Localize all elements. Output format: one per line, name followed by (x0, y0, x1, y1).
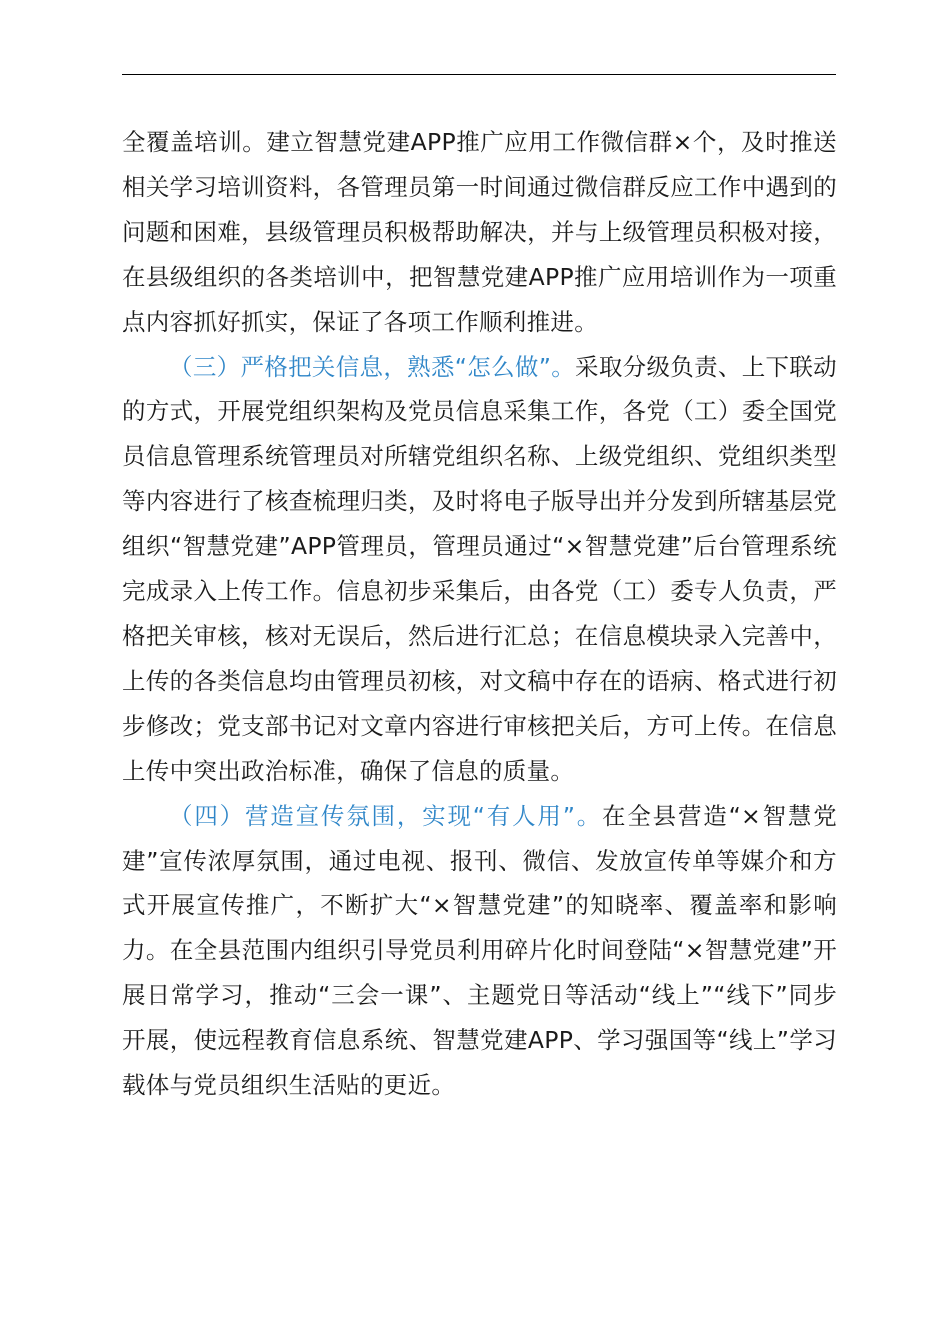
paragraph-publicity (122, 794, 837, 1108)
paragraph-publicity-text: 在全县营造“×智慧党建”宣传浓厚氛围，通过电视、报刊、微信、发放宣传单等媒介和方式开展宣传推广，不断扩大“×智慧党建”的知晓率、覆盖率和影响力。在全县范围内组织引导党员利用碎片化时间登陆“×智慧党建”开展日常学习，推动“三会一课”、主题党日等活动“线上”“线下”同步开展，使远程教育信息系统、智慧党建APP、学习强国等“线上”学习载体与党员组织生活贴的更近。 (122, 801, 837, 1100)
paragraph-info-check (122, 345, 837, 794)
header-rule (122, 74, 836, 75)
paragraph-training (122, 120, 837, 345)
paragraph-info-check-text: 采取分级负责、上下联动的方式，开展党组织架构及党员信息采集工作，各党（工）委全国党员信息管理系统管理员对所辖党组织名称、上级党组织、党组织类型等内容进行了核查梳理归类，及时将电子版导出并分发到所辖基层党组织“智慧党建”APP管理员，管理员通过“×智慧党建”后台管理系统完成录入上传工作。信息初步采集后，由各党（工）委专人负责，严格把关审核，核对无误后，然后进行汇总；在信息模块录入完善中，上传的各类信息均由管理员初核，对文稿中存在的语病、格式进行初步修改；党支部书记对文章内容进行审核把关后，方可上传。在信息上传中突出政治标准，确保了信息的质量。 (122, 352, 837, 785)
section-heading-4: （四）营造宣传氛围，实现“有人用”。 (169, 801, 603, 830)
section-heading-3: （三）严格把关信息，熟悉“怎么做”。 (169, 352, 576, 381)
document-body (122, 120, 837, 1108)
paragraph-training-text: 全覆盖培训。建立智慧党建APP推广应用工作微信群×个，及时推送相关学习培训资料，各管理员第一时间通过微信群反应工作中遇到的问题和困难，县级管理员积极帮助解决，并与上级管理员积极对接，在县级组织的各类培训中，把智慧党建APP推广应用培训作为一项重点内容抓好抓实，保证了各项工作顺利推进。 (122, 128, 837, 336)
